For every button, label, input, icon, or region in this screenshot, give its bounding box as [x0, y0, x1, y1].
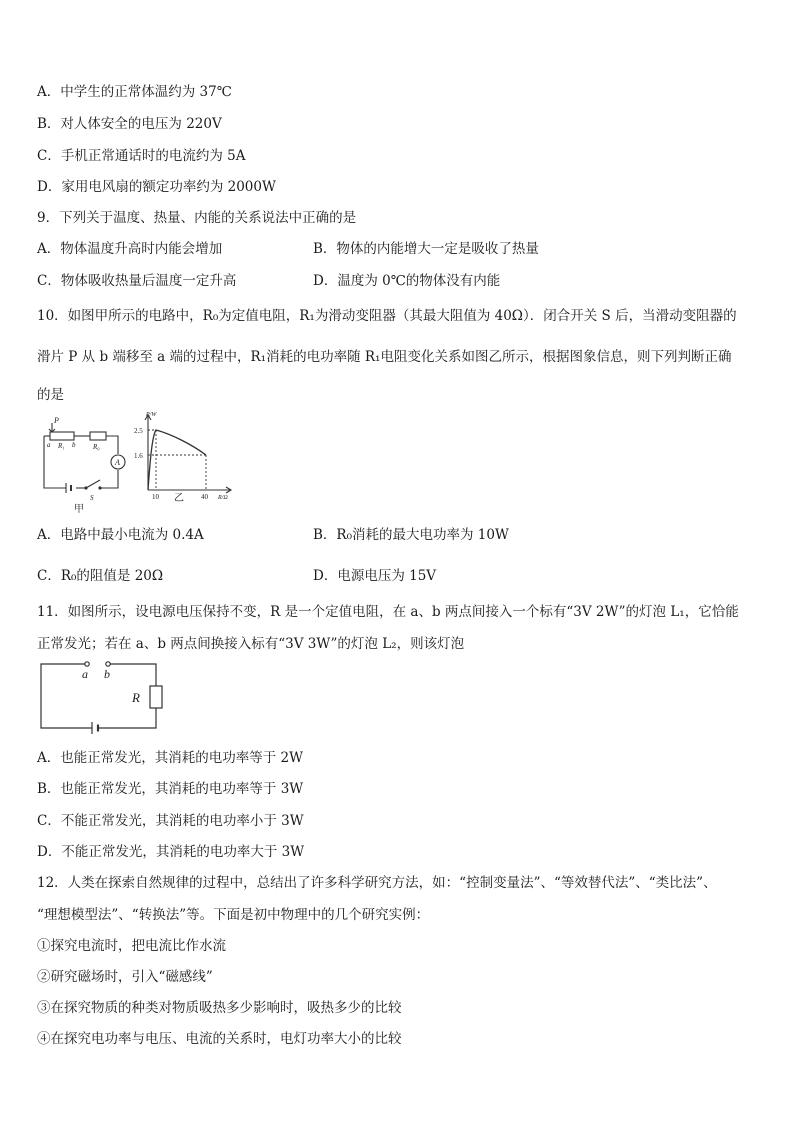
q10-label-R1: R₁ [58, 442, 65, 450]
q12-item-4: ④在探究电功率与电压、电流的关系时，电灯功率大小的比较 [37, 1031, 402, 1047]
q11-option-c: C．不能正常发光，其消耗的电功率小于 3W [37, 813, 304, 829]
q11-circuit-figure [38, 658, 170, 738]
q10-label-b: b [72, 441, 76, 449]
q11-label-b: b [104, 667, 110, 681]
q10-caption-jia: 甲 [74, 504, 84, 515]
q10-label-P: P [54, 416, 59, 425]
q10-graph-y-tick-1: 2.5 [134, 427, 143, 435]
q10-option-b: B．R₀消耗的最大电功率为 10W [313, 527, 509, 543]
q9-option-b: B．物体的内能增大一定是吸收了热量 [313, 241, 539, 257]
q11-stem-line1: 11．如图所示，设电源电压保持不变，R 是一个定值电阻，在 a、b 两点间接入一个标有“3V 2W”的灯泡 L₁，它恰能 [37, 604, 739, 620]
q10-label-a: a [47, 441, 51, 449]
q10-option-a: A．电路中最小电流为 0.4A [37, 527, 204, 543]
q10-graph-y-tick-2: 1.6 [134, 452, 143, 460]
q10-option-d: D．电源电压为 15V [313, 568, 437, 584]
q8-option-c: C．手机正常通话时的电流约为 5A [37, 148, 246, 164]
q12-stem-line1: 12．人类在探索自然规律的过程中，总结出了许多科学研究方法，如：“控制变量法”、“等效替代法”、“类比法”、 [37, 875, 717, 891]
q10-ammeter-label: A [115, 458, 120, 467]
q10-graph-ylabel: P/W [146, 412, 157, 418]
q10-stem-line3: 的是 [37, 387, 64, 403]
q10-graph-x-tick-2: 40 [201, 493, 208, 501]
q10-label-R0: R₀ [93, 443, 100, 451]
q10-stem-line2: 滑片 P 从 b 端移至 a 端的过程中，R₁消耗的电功率随 R₁电阻变化关系如图乙所示，根据图象信息，则下列判断正确 [37, 349, 732, 365]
q10-stem-line1: 10．如图甲所示的电路中，R₀为定值电阻，R₁为滑动变阻器（其最大阻值为 40Ω）．闭合开关 S 后，当滑动变阻器的 [37, 308, 737, 324]
q9-option-d: D．温度为 0℃的物体没有内能 [313, 273, 501, 289]
q10-power-curve [148, 430, 206, 490]
q11-label-a: a [82, 667, 88, 681]
q10-circuit-figure [36, 414, 128, 516]
q10-label-S: S [90, 494, 94, 502]
q11-label-R: R [132, 690, 140, 705]
q10-option-c: C．R₀的阻值是 20Ω [37, 568, 164, 584]
q9-option-a: A．物体温度升高时内能会增加 [37, 241, 223, 257]
q11-option-d: D．不能正常发光，其消耗的电功率大于 3W [37, 844, 305, 860]
q12-stem-line2: “理想模型法”、“转换法”等。下面是初中物理中的几个研究实例： [37, 907, 430, 923]
q11-option-b: B．也能正常发光，其消耗的电功率等于 3W [37, 781, 304, 797]
q12-item-1: ①探究电流时，把电流比作水流 [37, 938, 226, 954]
q11-stem-line2: 正常发光；若在 a、b 两点间换接入标有“3V 3W”的灯泡 L₂，则该灯泡 [37, 636, 465, 652]
q8-option-a: A．中学生的正常体温约为 37℃ [37, 84, 232, 100]
q9-stem: 9．下列关于温度、热量、内能的关系说法中正确的是 [37, 210, 357, 226]
q12-item-3: ③在探究物质的种类对物质吸热多少影响时，吸热多少的比较 [37, 1000, 402, 1016]
q10-power-graph [126, 410, 246, 502]
q8-option-d: D．家用电风扇的额定功率约为 2000W [37, 179, 276, 195]
q10-graph-xlabel: R/Ω [218, 495, 228, 501]
q12-item-2: ②研究磁场时，引入“磁感线” [37, 969, 213, 985]
q11-option-a: A．也能正常发光，其消耗的电功率等于 2W [37, 750, 304, 766]
q9-option-c: C．物体吸收热量后温度一定升高 [37, 273, 237, 289]
q10-graph-x-tick-1: 10 [152, 493, 159, 501]
q8-option-b: B．对人体安全的电压为 220V [37, 116, 222, 132]
q10-caption-yi: 乙 [174, 493, 184, 502]
